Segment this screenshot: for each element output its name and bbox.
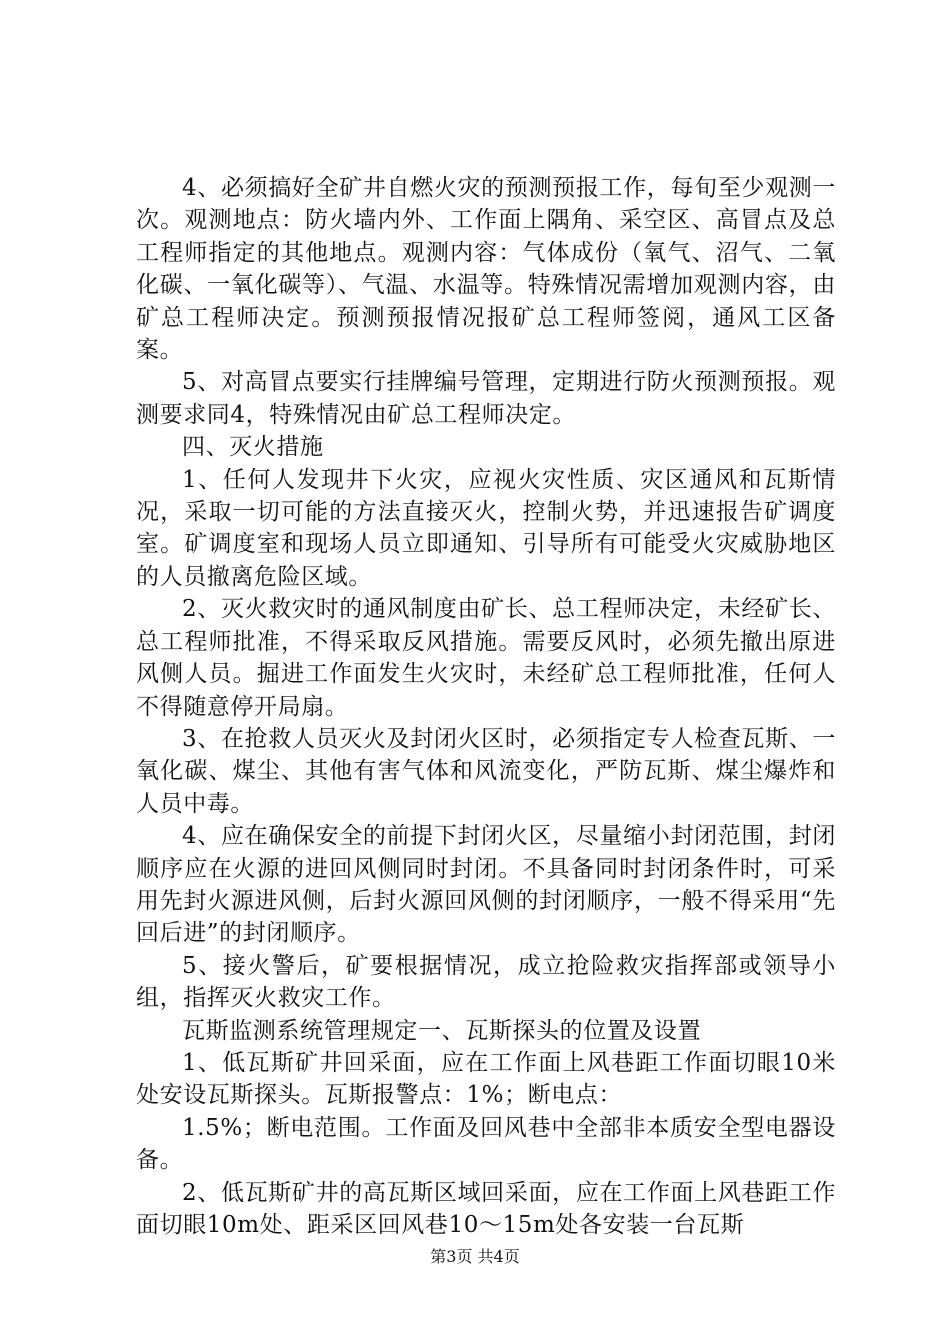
paragraph-power-off-range: 1.5%；断电范围。工作面及回风巷中全部非本质安全型电器设备。 <box>136 1114 836 1174</box>
paragraph-high-caving-points: 5、对高冒点要实行挂牌编号管理，定期进行防火预测预报。观测要求同4，特殊情况由矿总工程师决定。 <box>136 369 836 428</box>
paragraph-high-gas-area: 2、低瓦斯矿井的高瓦斯区域回采面，应在工作面上风巷距工作面切眼10m处、距采区回风巷10～15m处各安装一台瓦斯 <box>136 1179 836 1238</box>
section-heading-gas-monitoring: 瓦斯监测系统管理规定一、瓦斯探头的位置及设置 <box>182 1017 702 1044</box>
paragraph-fire-alarm: 5、接火警后，矿要根据情况，成立抢险救灾指挥部或领导小组，指挥灭火救灾工作。 <box>136 952 836 1012</box>
paragraph-low-gas-mine: 1、低瓦斯矿井回采面，应在工作面上风巷距工作面切眼10米处安设瓦斯探头。瓦斯报警点：1%；断电点： <box>136 1049 836 1109</box>
paragraph-ventilation-system: 2、灭火救灾时的通风制度由矿长、总工程师决定，未经矿长、总工程师批准，不得采取反风措施。需要反风时，必须先撤出原进风侧人员。掘进工作面发生火灾时，未经矿总工程师批准，任何人不得随意停开局扇。 <box>136 596 836 720</box>
section-heading-fire-fighting: 四、灭火措施 <box>182 434 324 461</box>
page-footer: 第3页 共4页 <box>430 1247 520 1266</box>
document-body <box>136 172 836 1241</box>
paragraph-sealing-fire-area: 4、应在确保安全的前提下封闭火区，尽量缩小封闭范围，封闭顺序应在火源的进回风侧同时封闭。不具备同时封闭条件时，可采用先封火源进风侧，后封火源回风侧的封闭顺序，一般不得采用“先回后进”的封闭顺序。 <box>136 823 836 947</box>
paragraph-gas-inspection: 3、在抢救人员灭火及封闭火区时，必须指定专人检查瓦斯、一氧化碳、煤尘、其他有害气体和风流变化，严防瓦斯、煤尘爆炸和人员中毒。 <box>136 725 836 817</box>
paragraph-fire-discovery: 1、任何人发现井下火灾，应视火灾性质、灾区通风和瓦斯情况，采取一切可能的方法直接灭火，控制火势，并迅速报告矿调度室。矿调度室和现场人员立即通知、引导所有可能受火灾威胁地区的人员撤离危险区域。 <box>136 466 836 590</box>
paragraph-fire-prediction: 4、必须搞好全矿井自燃火灾的预测预报工作，每旬至少观测一次。观测地点：防火墙内外、工作面上隅角、采空区、高冒点及总工程师指定的其他地点。观测内容：气体成份（氧气、沼气、二氧化碳、一氧化碳等）、气温、水温等。特殊情况需增加观测内容，由矿总工程师决定。预测预报情况报矿总工程师签阅，通风工区备案。 <box>136 175 836 364</box>
